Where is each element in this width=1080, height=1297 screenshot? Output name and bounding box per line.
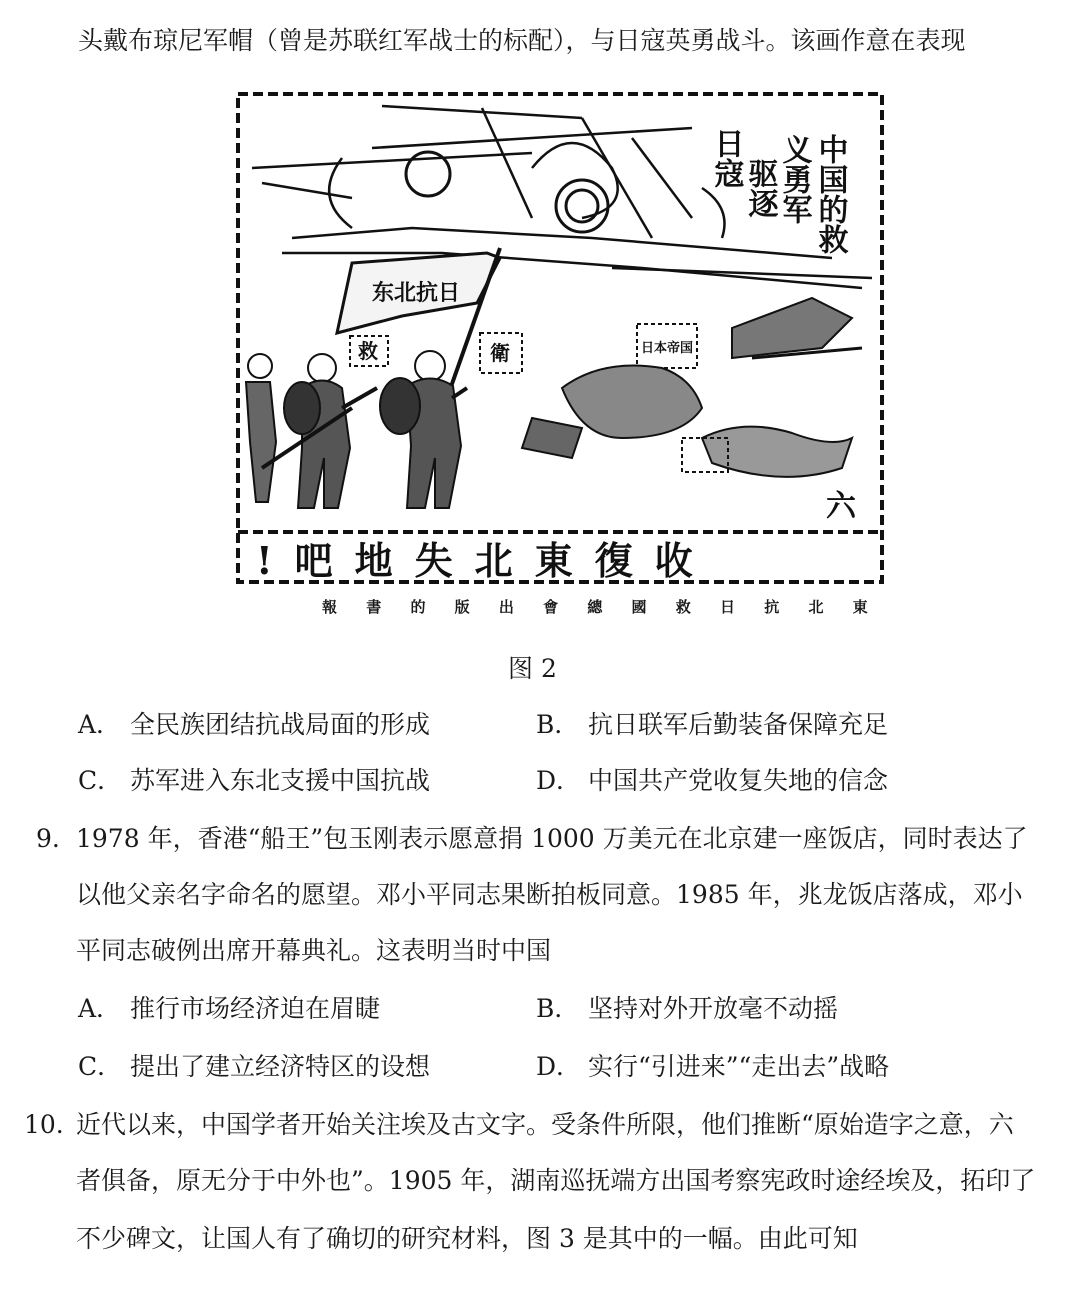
- svg-text:日本帝国: 日本帝国: [641, 341, 694, 356]
- option-key: A．: [78, 994, 122, 1023]
- option-key: B．: [536, 994, 580, 1023]
- q9-option-d: [536, 1050, 889, 1084]
- q9-line-1: [36, 822, 1028, 856]
- option-key: D．: [536, 766, 582, 795]
- q10-line-2: 者俱备，原无分于中外也”。1905 年，湖南巡抚端方出国考察宪政时途经埃及，拓印了: [76, 1166, 1036, 1195]
- option-text: 全民族团结抗战局面的形成: [130, 710, 431, 739]
- question-text: 近代以来，中国学者开始关注埃及古文字。受条件所限，他们推断“原始造字之意，六: [76, 1110, 1014, 1139]
- q10-line-3: 不少碑文，让国人有了确切的研究材料，图 3 是其中的一幅。由此可知: [76, 1224, 858, 1253]
- q8-option-c: [78, 764, 430, 798]
- soldiers: [246, 351, 467, 508]
- svg-text:中国的救: 中国的救: [812, 134, 848, 254]
- figure-source-caption: 報 書 的 版 出 會 總 國 救 日 抗 北 東: [322, 598, 880, 616]
- q9-option-b: [536, 992, 838, 1026]
- q9-line-2: 以他父亲名字命名的愿望。邓小平同志果断拍板同意。1985 年，兆龙饭店落成，邓小: [76, 880, 1023, 909]
- question-text: 1978 年，香港“船王”包玉刚表示愿意捐 1000 万美元在北京建一座饭店，同时表达了: [76, 824, 1028, 853]
- q8-option-d: [536, 764, 888, 798]
- q9-line-3: 平同志破例出席开幕典礼。这表明当时中国: [76, 936, 552, 965]
- figure-label: 图 2: [508, 654, 557, 683]
- q9-option-a: [78, 992, 380, 1026]
- q8-option-b: [536, 708, 888, 742]
- option-text: 坚持对外开放毫不动摇: [588, 994, 839, 1023]
- q8-option-a: [78, 708, 430, 742]
- corner-mark: 六: [826, 489, 856, 524]
- svg-text:东北抗日: 东北抗日: [372, 280, 461, 306]
- q10-line-1: [24, 1108, 1014, 1142]
- option-key: D．: [536, 1052, 582, 1081]
- top-right-calligraphy: [709, 128, 849, 254]
- svg-text:衛: 衛: [490, 341, 510, 365]
- option-key: B．: [536, 710, 580, 739]
- option-text: 中国共产党收复失地的信念: [588, 766, 889, 795]
- question-number: 10.: [24, 1110, 64, 1139]
- option-text: 实行“引进来”“走出去”战略: [588, 1052, 890, 1081]
- fleeing-enemies: [522, 298, 862, 477]
- q9-option-c: [78, 1050, 430, 1084]
- svg-text:义勇军: 义勇军: [776, 134, 812, 224]
- option-key: A．: [78, 710, 122, 739]
- option-key: C．: [78, 766, 123, 795]
- option-text: 抗日联军后勤装备保障充足: [588, 710, 889, 739]
- svg-text:驱逐: 驱逐: [742, 158, 778, 218]
- svg-text:救: 救: [358, 339, 378, 363]
- option-key: C．: [78, 1052, 123, 1081]
- bottom-banner: !吧地失北東復收: [256, 538, 715, 583]
- question-number: 9.: [36, 824, 60, 853]
- option-text: 推行市场经济迫在眉睫: [130, 994, 381, 1023]
- figure-2-illustration: [232, 88, 886, 588]
- svg-text:日寇: 日寇: [708, 128, 744, 188]
- option-text: 提出了建立经济特区的设想: [130, 1052, 431, 1081]
- option-text: 苏军进入东北支援中国抗战: [130, 766, 431, 795]
- intro-line: 头戴布琼尼军帽（曾是苏联红军战士的标配），与日寇英勇战斗。该画作意在表现: [78, 26, 966, 55]
